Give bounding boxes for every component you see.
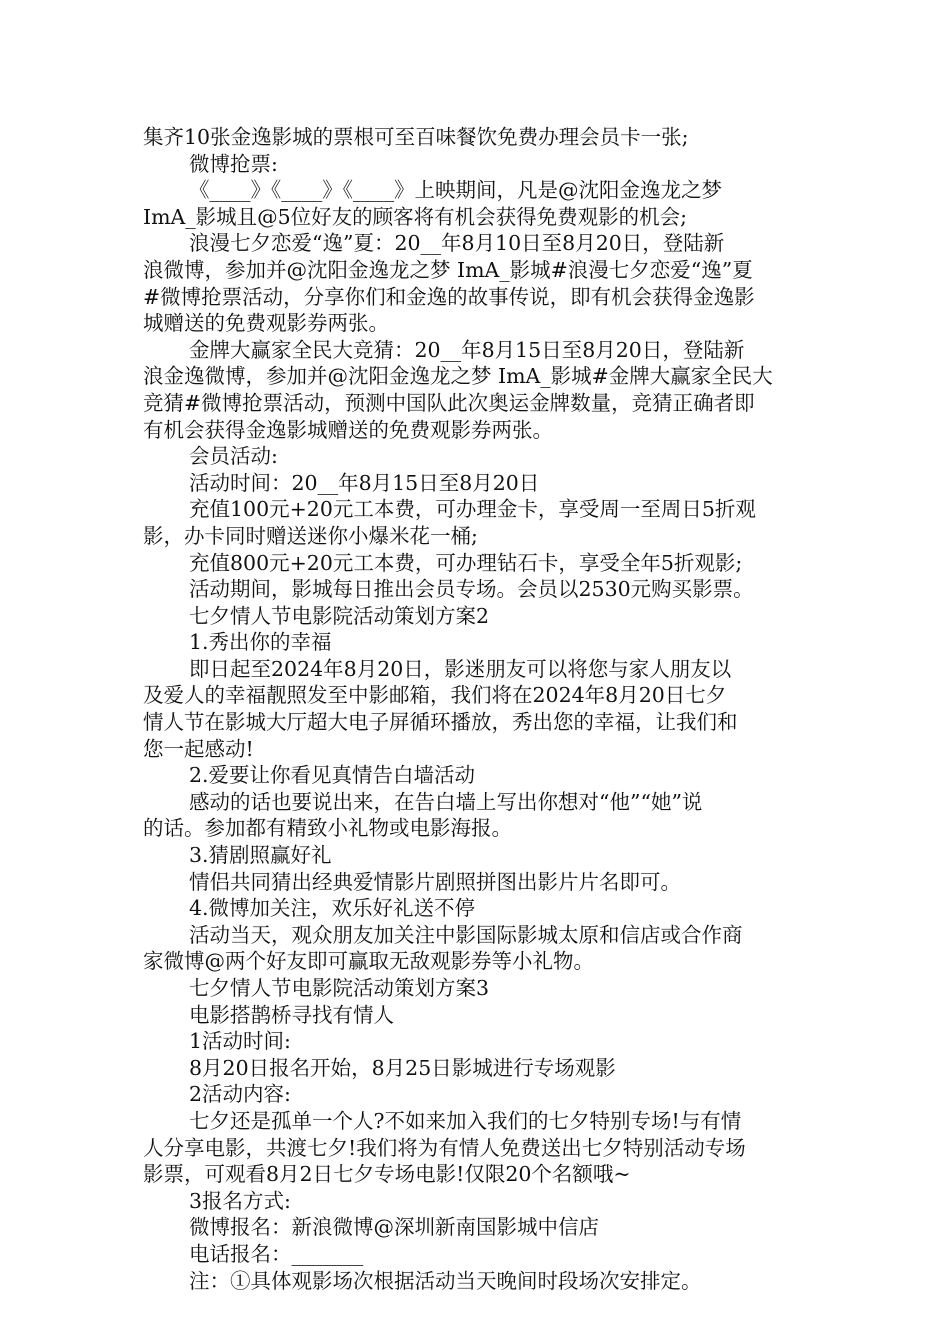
text-line: 情人节在影城大厅超大电子屏循环播放，秀出您的幸福，让我们和 bbox=[143, 710, 738, 735]
text-line: 2.爱要让你看见真情告白墙活动 bbox=[189, 763, 476, 788]
text-line: 七夕情人节电影院活动策划方案3 bbox=[189, 976, 490, 1000]
text-line: 家微博@两个好友即可赢取无敌观影券等小礼物。 bbox=[143, 949, 594, 974]
text-line: ImA_影城且@5位好友的顾客将有机会获得免费观影的机会; bbox=[143, 204, 688, 229]
text-line: 微博报名：新浪微博@深圳新南国影城中信店 bbox=[189, 1215, 599, 1240]
text-line: 及爱人的幸福靓照发至中影邮箱，我们将在2024年8月20日七夕 bbox=[143, 683, 727, 708]
text-line: 电话报名：_______ bbox=[189, 1241, 364, 1266]
text-line: 电影搭鹊桥寻找有情人 bbox=[189, 1002, 394, 1027]
text-line: 浪漫七夕恋爱“逸”夏：20__年8月10日至8月20日，登陆新 bbox=[189, 231, 725, 256]
text-line: 浪金逸微博，参加并@沈阳金逸龙之梦 ImA_影城#金牌大赢家全民大 bbox=[143, 364, 773, 389]
text-line: 活动当天，观众朋友加关注中影国际影城太原和信店或合作商 bbox=[189, 922, 743, 947]
text-line: 1.秀出你的幸福 bbox=[189, 630, 332, 655]
text-line: 城赠送的免费观影券两张。 bbox=[143, 311, 389, 336]
text-line: 3报名方式: bbox=[189, 1188, 291, 1213]
text-line: 浪微博，参加并@沈阳金逸龙之梦 ImA_影城#浪漫七夕恋爱“逸”夏 bbox=[143, 257, 753, 282]
text-line: 充值800元+20元工本费，可办理钻石卡，享受全年5折观影; bbox=[189, 550, 743, 575]
text-line: 2活动内容: bbox=[189, 1082, 291, 1107]
text-line: 微博抢票: bbox=[189, 151, 278, 176]
text-line: 有机会获得金逸影城赠送的免费观影券两张。 bbox=[143, 417, 553, 442]
text-line: 您一起感动! bbox=[143, 736, 254, 761]
text-line: 七夕情人节电影院活动策划方案2 bbox=[189, 603, 490, 628]
text-line: 充值100元+20元工本费，可办理金卡，享受周一至周日5折观 bbox=[189, 497, 756, 522]
text-line: 影，办卡同时赠送迷你小爆米花一桶; bbox=[143, 523, 478, 548]
text-line: 情侣共同猜出经典爱情影片剧照拼图出影片片名即可。 bbox=[189, 869, 681, 894]
text-line: 4.微博加关注，欢乐好礼送不停 bbox=[189, 896, 476, 921]
text-line: 注：①具体观影场次根据活动当天晚间时段场次安排定。 bbox=[189, 1268, 702, 1293]
text-line: 8月20日报名开始，8月25日影城进行专场观影 bbox=[189, 1055, 616, 1080]
text-line: 即日起至2024年8月20日，影迷朋友可以将您与家人朋友以 bbox=[189, 656, 732, 681]
text-line: 3.猜剧照赢好礼 bbox=[189, 843, 332, 868]
text-line: 1活动时间: bbox=[189, 1029, 291, 1054]
text-line: 集齐10张金逸影城的票根可至百味餐饮免费办理会员卡一张; bbox=[143, 125, 689, 149]
text-line: 会员活动: bbox=[189, 444, 278, 469]
text-line: #微博抢票活动，分享你们和金逸的故事传说，即有机会获得金逸影 bbox=[143, 284, 755, 309]
text-line: 金牌大赢家全民大竞猜：20__年8月15日至8月20日，登陆新 bbox=[189, 337, 745, 362]
text-line: 影票，可观看8月2日七夕专场电影!仅限20个名额哦~ bbox=[143, 1162, 631, 1187]
document-body bbox=[143, 124, 810, 1294]
text-line: 人分享电影，共渡七夕!我们将为有情人免费送出七夕特别活动专场 bbox=[143, 1135, 746, 1160]
text-line: 《____》《____》《____》上映期间，凡是@沈阳金逸龙之梦 bbox=[189, 178, 722, 203]
text-line: 竞猜#微博抢票活动，预测中国队此次奥运金牌数量，竞猜正确者即 bbox=[143, 390, 755, 415]
text-line: 活动期间，影城每日推出会员专场。会员以2530元购买影票。 bbox=[189, 577, 754, 602]
text-line: 感动的话也要说出来，在告白墙上写出你想对“他”“她”说 bbox=[189, 789, 703, 814]
text-line: 七夕还是孤单一个人?不如来加入我们的七夕特别专场!与有情 bbox=[189, 1108, 742, 1133]
text-line: 活动时间：20__年8月15日至8月20日 bbox=[189, 470, 540, 495]
text-line: 的话。参加都有精致小礼物或电影海报。 bbox=[143, 816, 512, 841]
